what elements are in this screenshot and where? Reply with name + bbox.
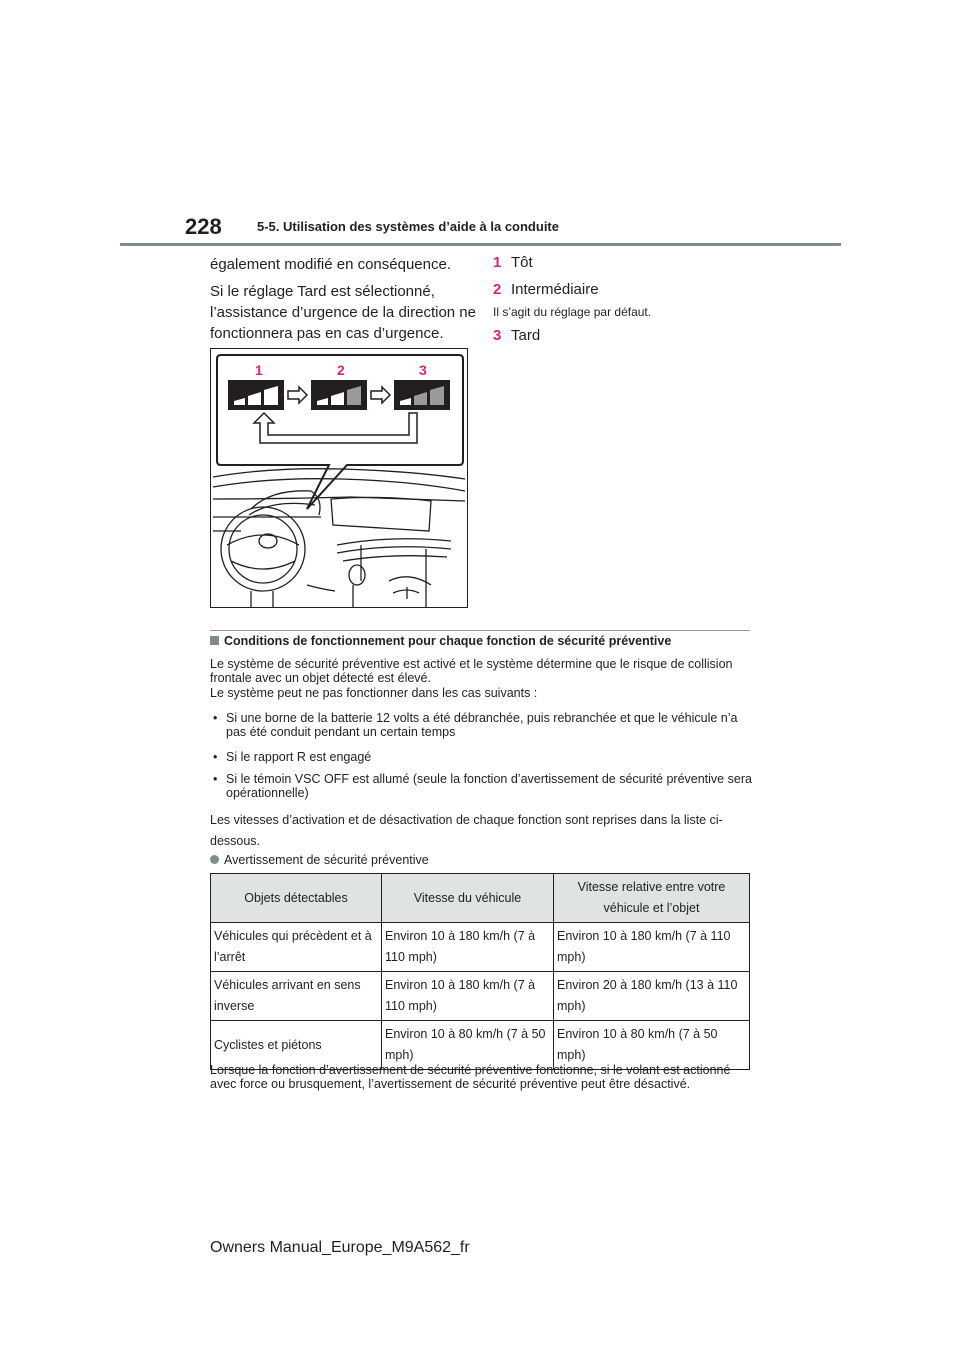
column-header: Objets détectables (211, 874, 382, 923)
table-cell: Cyclistes et piétons (211, 1021, 382, 1070)
section-title: 5-5. Utilisation des systèmes d’aide à la conduite (257, 219, 559, 234)
bullet-dot-icon: • (213, 772, 218, 786)
setting-item-intermediate (493, 281, 599, 298)
bullet-dot-icon: • (213, 711, 218, 725)
table-cell: Environ 10 à 180 km/h (7 à 110 mph) (554, 923, 750, 972)
square-bullet-icon (210, 636, 219, 645)
list-item-text: Si le rapport R est engagé (226, 750, 372, 764)
dashboard-illustration (211, 349, 467, 607)
figure-label-1: 1 (255, 362, 263, 378)
setting-number: 2 (493, 281, 502, 298)
table-row (211, 923, 750, 972)
conditions-paragraph-2: Le système peut ne pas fonctionner dans les cas suivants : (210, 686, 538, 700)
circle-bullet-icon (210, 855, 219, 864)
final-paragraph: Lorsque la fonction d’avertissement de sécurité préventive fonctionne, si le volant est actionné avec force ou brusquement, l’avertissement de sécurité préventive peut être désactivé. (210, 1063, 731, 1091)
conditions-heading (210, 634, 671, 648)
conditions-heading-text: Conditions de fonctionnement pour chaque fonction de sécurité préventive (224, 634, 672, 648)
table-cell: Environ 10 à 80 km/h (7 à 50 mph) (554, 1021, 750, 1070)
sub-heading (210, 853, 429, 867)
column-header: Vitesse relative entre votre véhicule et l’objet (554, 874, 750, 923)
setting-label: Tard (511, 327, 541, 344)
column-header: Vitesse du véhicule (382, 874, 554, 923)
setting-item-late (493, 327, 540, 344)
callout-bubble (217, 355, 463, 509)
table-cell: Véhicules arrivant en sens inverse (211, 972, 382, 1021)
figure-label-3: 3 (419, 362, 427, 378)
list-item-text: Si le témoin VSC OFF est allumé (seule la fonction d’avertissement de sécurité préventive sera opérationnelle) (226, 772, 752, 800)
setting-illustration (210, 348, 468, 608)
footer-document-id: Owners Manual_Europe_M9A562_fr (210, 1239, 470, 1256)
setting-number: 1 (493, 254, 502, 271)
list-item-text: Si une borne de la batterie 12 volts a été débranchée, puis rebranchée et que le véhicule n’a pas été conduit pendant un certain temps (226, 711, 738, 739)
conditions-paragraph-1: Le système de sécurité préventive est activé et le système détermine que le risque de collision frontale avec un objet détecté est élevé. (210, 657, 733, 685)
setting-item-early (493, 254, 533, 271)
timing-display-early (228, 380, 284, 410)
list-item (210, 750, 755, 764)
dashboard-drawing (213, 469, 465, 607)
default-setting-note: Il s’agit du réglage par défaut. (493, 305, 652, 319)
list-item (210, 772, 755, 800)
table-cell: Environ 10 à 180 km/h (7 à 110 mph) (382, 923, 554, 972)
figure-label-2: 2 (337, 362, 345, 378)
page-number: 228 (185, 214, 222, 239)
intro-paragraph-2: Si le réglage Tard est sélectionné, l’assistance d’urgence de la direction ne fonctionnera pas en cas d’urgence. (210, 283, 476, 342)
timing-display-late (394, 380, 450, 410)
list-item (210, 711, 755, 739)
section-divider (210, 630, 750, 631)
speed-table (210, 873, 750, 1070)
setting-label: Tôt (511, 254, 533, 271)
table-header-row (211, 874, 750, 923)
table-cell: Environ 20 à 180 km/h (13 à 110 mph) (554, 972, 750, 1021)
table-cell: Environ 10 à 80 km/h (7 à 50 mph) (382, 1021, 554, 1070)
header-divider (120, 243, 841, 246)
timing-display-intermediate (311, 380, 367, 410)
table-row (211, 972, 750, 1021)
table-cell: Environ 10 à 180 km/h (7 à 110 mph) (382, 972, 554, 1021)
speeds-paragraph: Les vitesses d’activation et de désactivation de chaque fonction sont reprises dans la liste ci-dessous. (210, 813, 723, 848)
sub-heading-text: Avertissement de sécurité préventive (224, 853, 429, 867)
table-cell: Véhicules qui précèdent et à l’arrêt (211, 923, 382, 972)
setting-number: 3 (493, 327, 502, 344)
intro-paragraph-1: également modifié en conséquence. (210, 256, 451, 273)
setting-label: Intermédiaire (511, 281, 599, 298)
bullet-dot-icon: • (213, 750, 218, 764)
